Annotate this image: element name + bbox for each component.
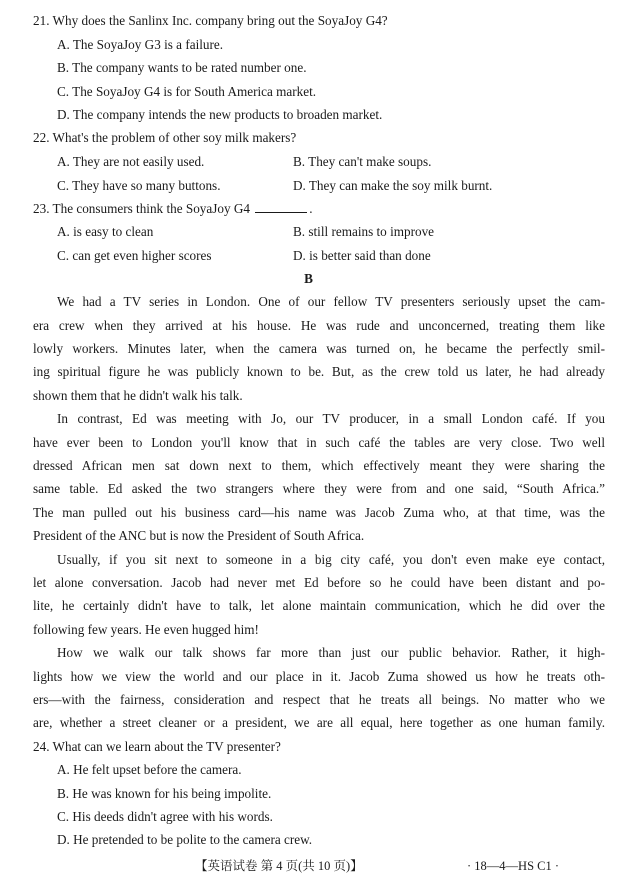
question-24-option-c: C. His deeds didn't agree with his words. bbox=[57, 809, 273, 824]
passage-line: We had a TV series in London. One of our fellow TV presenters seriously upset the cam- bbox=[57, 294, 605, 309]
passage-line: ing spiritual figure he was publicly known to be. But, as the crew told us later, he had already bbox=[33, 364, 605, 379]
question-23-stem bbox=[33, 201, 313, 217]
question-22-stem: 22. What's the problem of other soy milk makers? bbox=[33, 130, 297, 145]
question-22-option-a: A. They are not easily used. bbox=[57, 154, 205, 169]
question-22-option-d: D. They can make the soy milk burnt. bbox=[293, 178, 493, 193]
question-23-option-a: A. is easy to clean bbox=[57, 224, 154, 239]
question-21-option-a: A. The SoyaJoy G3 is a failure. bbox=[57, 37, 224, 52]
passage-line: President of the ANC but is now the President of South Africa. bbox=[33, 528, 365, 543]
section-label: B bbox=[304, 271, 313, 286]
question-24-stem: 24. What can we learn about the TV presenter? bbox=[33, 739, 281, 754]
footer-code: · 18—4—HS C1 · bbox=[467, 859, 560, 873]
passage-line: let alone conversation. Jacob had never met Ed before so he could have been distant and po- bbox=[33, 575, 605, 590]
question-21-option-b: B. The company wants to be rated number one. bbox=[57, 60, 307, 75]
question-23-option-d: D. is better said than done bbox=[293, 248, 431, 263]
passage-line: following few years. He even hugged him! bbox=[33, 622, 259, 637]
passage-line: are, whether a street cleaner or a president, we are all equal, here together as one human family. bbox=[33, 715, 605, 730]
question-21-stem: 21. Why does the Sanlinx Inc. company bring out the SoyaJoy G4? bbox=[33, 13, 388, 28]
passage-line: lite, he certainly didn't have to talk, let alone maintain communication, which he did over the bbox=[33, 598, 605, 613]
passage-line: dressed African men sat down next to them, which effectively meant they were sharing the bbox=[33, 458, 605, 473]
footer-page-label: 【英语试卷 第 4 页(共 10 页)】 bbox=[195, 859, 363, 873]
passage-line: How we walk our talk shows far more than just our public behavior. Rather, it high- bbox=[57, 645, 605, 660]
passage-line: have ever been to London you'll know that in such café the tables are very close. Two well bbox=[33, 435, 605, 450]
passage-line: In contrast, Ed was meeting with Jo, our TV producer, in a small London café. If you bbox=[57, 411, 605, 426]
passage-line: shown them that he didn't walk his talk. bbox=[33, 388, 243, 403]
passage-line: lights how we view the world and our place in it. Jacob Zuma showed us how he treats oth- bbox=[33, 669, 605, 684]
passage-line: Usually, if you sit next to someone in a big city café, you don't even make eye contact, bbox=[57, 552, 605, 567]
question-23-stem-text: 23. The consumers think the SoyaJoy G4 bbox=[33, 201, 250, 216]
question-22-option-c: C. They have so many buttons. bbox=[57, 178, 221, 193]
question-22-option-b: B. They can't make soups. bbox=[293, 154, 432, 169]
question-23-stem-end: . bbox=[309, 201, 313, 216]
question-21-option-c: C. The SoyaJoy G4 is for South America market. bbox=[57, 84, 317, 99]
answer-blank bbox=[255, 201, 307, 213]
question-24-option-b: B. He was known for his being impolite. bbox=[57, 786, 272, 801]
passage-line: The man pulled out his business card—his name was Jacob Zuma who, at that time, was the bbox=[33, 505, 605, 520]
question-24-option-d: D. He pretended to be polite to the camera crew. bbox=[57, 832, 313, 847]
passage-line: era crew when they arrived at his house. He was rude and unconcerned, treating them like bbox=[33, 318, 605, 333]
question-23-option-b: B. still remains to improve bbox=[293, 224, 435, 239]
question-21-option-d: D. The company intends the new products to broaden market. bbox=[57, 107, 383, 122]
passage-line: ers—with the fairness, consideration and respect that he treats all beings. No matter who we bbox=[33, 692, 605, 707]
question-23-option-c: C. can get even higher scores bbox=[57, 248, 212, 263]
passage-line: same table. Ed asked the two strangers where they were from and one said, “South Africa.” bbox=[33, 481, 605, 496]
passage-line: lowly workers. Minutes later, when the camera was turned on, he became the perfectly smil- bbox=[33, 341, 605, 356]
question-24-option-a: A. He felt upset before the camera. bbox=[57, 762, 242, 777]
